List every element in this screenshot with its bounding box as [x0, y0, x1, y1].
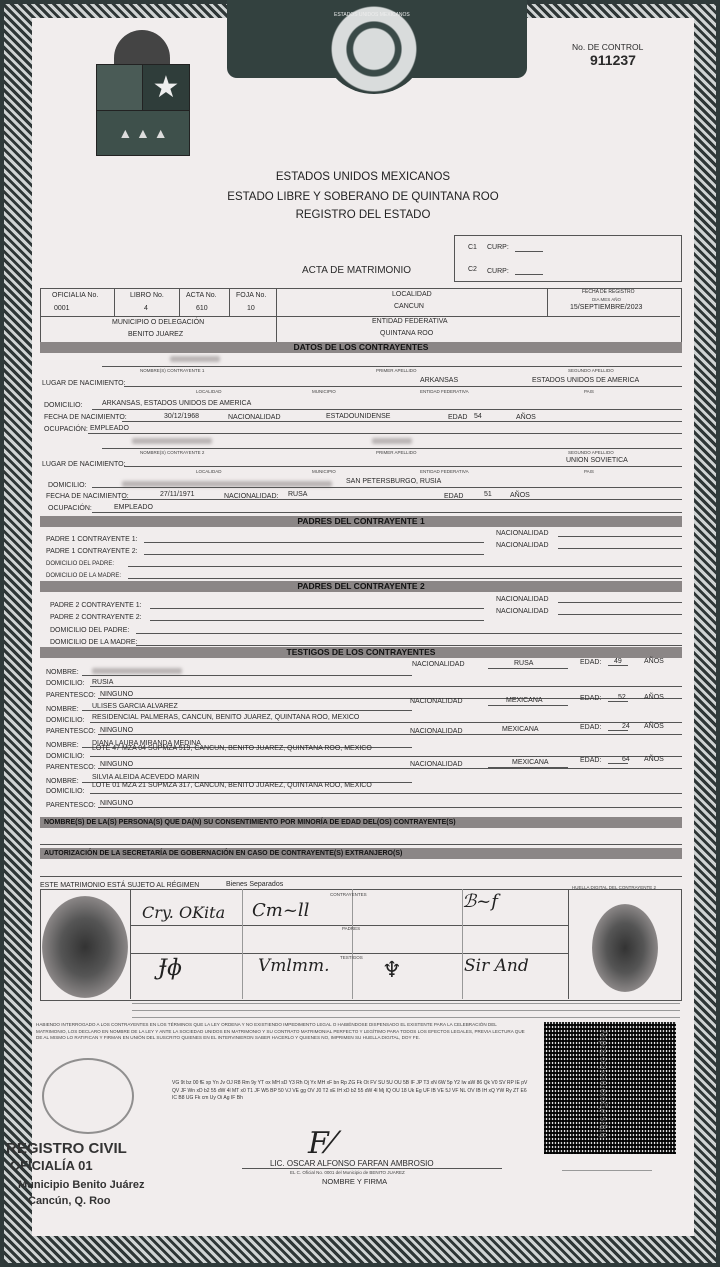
label-contrayentes: CONTRAYENTES [330, 892, 367, 897]
label-nombre-t1: NOMBRE: [46, 669, 79, 676]
watermark: https://gotomexico.today [598, 1029, 609, 1138]
label-nombre-t3: NOMBRE: [46, 742, 79, 749]
signature-2: Cm~ll [252, 900, 310, 921]
curp-c1: CURP: [487, 244, 509, 251]
label-entidad2: ENTIDAD FEDERATIVA [420, 469, 469, 474]
label-dom-t4: DOMICILIO: [46, 788, 85, 795]
label-anos2: AÑOS [510, 492, 530, 499]
stamp-line-3: Municipio Benito Juárez [18, 1179, 145, 1191]
label-pais1: PAIS [584, 389, 594, 394]
t4-nacionalidad: MEXICANA [512, 759, 549, 766]
t4-domicilio: LOTE 01 MZA 21 SUPMZA 317, CANCUN, BENITO JUAREZ, QUINTANA ROO, MEXICO [92, 782, 372, 789]
label-entidad1: ENTIDAD FEDERATIVA [420, 389, 469, 394]
label-nombre-t2: NOMBRE: [46, 706, 79, 713]
fingerprint-left [42, 896, 128, 998]
curp-c2-label: C2 [468, 266, 477, 273]
label-nac-t3: NACIONALIDAD [410, 728, 463, 735]
label-regimen: ESTE MATRIMONIO ESTÁ SUJETO AL RÉGIMEN [40, 882, 200, 889]
section-testigos: TESTIGOS DE LOS CONTRAYENTES [40, 647, 682, 658]
entidad-label: ENTIDAD FEDERATIVA [372, 318, 448, 325]
label-huella: HUELLA DIGITAL DEL CONTRAYENTE 2 [572, 885, 657, 890]
label-anos-t1: AÑOS [644, 658, 664, 665]
document-title: ACTA DE MATRIMONIO [302, 265, 412, 276]
label-nacionalidad2: NACIONALIDAD: [224, 493, 279, 500]
label-dom-t3: DOMICILIO: [46, 753, 85, 760]
c1-ocupacion: EMPLEADO [90, 425, 129, 432]
label-nombre-t4: NOMBRE: [46, 778, 79, 785]
c2-ocupacion: EMPLEADO [114, 504, 153, 511]
c2-pais: UNION SOVIETICA [566, 457, 628, 464]
label-dom-padre1: DOMICILIO DEL PADRE: [46, 561, 115, 567]
curp-c2: CURP: [487, 268, 509, 275]
label-anos1: AÑOS [516, 414, 536, 421]
official-sub: EL C. Oficial No. 0001 del Municipio de BENITO JUAREZ [290, 1170, 405, 1175]
c2-nacionalidad: RUSA [288, 491, 308, 498]
label-edad-t2: EDAD: [580, 695, 602, 702]
localidad-label: LOCALIDAD [392, 291, 432, 298]
stamp-line-4: Cancún, Q. Roo [28, 1195, 111, 1207]
triangles-icon: ▲ ▲ ▲ [96, 110, 190, 156]
label-padres: PADRES [342, 926, 361, 931]
label-fecha-nac2: FECHA DE NACIMIENTO: [46, 493, 129, 500]
t4-edad: 64 [622, 756, 630, 763]
header-line-3: REGISTRO DEL ESTADO [295, 209, 431, 221]
acta-label: ACTA No. [186, 292, 217, 299]
c1-domicilio: ARKANSAS, ESTADOS UNIDOS DE AMERICA [102, 400, 252, 407]
t2-nacionalidad: MEXICANA [506, 697, 543, 704]
star-icon: ★ [142, 64, 190, 112]
control-label: No. DE CONTROL [572, 42, 644, 52]
t3-parentesco: NINGUNO [100, 761, 134, 768]
label-parentesco-t1: PARENTESCO: [46, 692, 96, 699]
label-municipio1: MUNICIPIO [312, 389, 336, 394]
label-segundo-apellido2: SEGUNDO APELLIDO [568, 450, 614, 455]
label-nac-p3: NACIONALIDAD [496, 596, 549, 603]
label-domicilio1: DOMICILIO: [44, 402, 83, 409]
label-nac-t2: NACIONALIDAD [410, 698, 463, 705]
label-dom-t1: DOMICILIO: [46, 680, 85, 687]
label-edad-t3: EDAD: [580, 724, 602, 731]
label-localidad1: LOCALIDAD [196, 389, 222, 394]
signature-4: Ɉɸ [158, 956, 183, 981]
municipio-value: BENITO JUAREZ [128, 331, 184, 338]
label-primer-apellido2: PRIMER APELLIDO [376, 450, 417, 455]
localidad-value: CANCUN [394, 303, 424, 310]
label-dom-t2: DOMICILIO: [46, 717, 85, 724]
label-dom-madre1: DOMICILIO DE LA MADRE: [46, 573, 122, 579]
curp-c1-label: C1 [468, 244, 477, 251]
t1-nacionalidad: RUSA [514, 660, 534, 667]
c2-domicilio: SAN PETERSBURGO, RUSIA [346, 478, 442, 485]
stamp-line-2: OFICIALÍA 01 [10, 1158, 93, 1173]
label-anos-t4: AÑOS [644, 756, 664, 763]
t2-edad: 52 [618, 694, 626, 701]
signature-1: Cry. OKita [142, 903, 226, 922]
c2-edad: 51 [484, 491, 492, 498]
label-ocupacion1: OCUPACIÓN: [44, 426, 88, 433]
official-name: LIC. OSCAR ALFONSO FARFAN AMBROSIO [270, 1159, 434, 1168]
header-line-1: ESTADOS UNIDOS MEXICANOS [275, 171, 451, 183]
legal-text: HABIENDO INTERROGADO A LOS CONTRAYENTES EN LOS TÉRMINOS QUE LA LEY ORDENA Y NO EXISTIENDO IMPEDIMENTO LEGAL O HABIÉNDOSE DISPENSADO EL EXISTENTE PARA LA CELEBRACIÓN DEL MATRIMONIO, LOS DECLARO EN NOMBRE DE LA LEY Y ANTE LA SOCIEDAD UNIDOS EN MATRIMONIO Y SU CONTRATO MATRIMONIAL PERFECTO Y LEGÍTIMO PARA TODOS LOS EFECTOS LEGALES, PREVIA LECTURA QUE DE AL MISMO LO RATIFICAN Y FIRMAN EN UNIÓN DEL SUSCRITO QUIENES EN EL INTERVINIERON SABER HACERLO Y QUIENES NO, IMPRIMEN SU HUELLA DIGITAL, DOY FE. [36, 1022, 525, 1040]
t3-edad: 24 [622, 723, 630, 730]
label-edad2: EDAD [444, 493, 464, 500]
label-fecha-nac1: FECHA DE NACIMIENTO: [44, 414, 127, 421]
label-edad-t1: EDAD: [580, 659, 602, 666]
label-pais2: PAIS [584, 469, 594, 474]
fecha-registro-label: FECHA DE REGISTRO [582, 289, 635, 295]
c2-fecha-nac: 27/11/1971 [160, 491, 195, 498]
label-anos-t3: AÑOS [644, 723, 664, 730]
label-nac-t1: NACIONALIDAD [412, 661, 465, 668]
label-dom-madre2: DOMICILIO DE LA MADRE: [50, 639, 138, 646]
seal-text: ESTADOS UNIDOS MEXICANOS [334, 12, 410, 18]
signature-5: Vmlmm. [258, 956, 330, 976]
label-edad-t4: EDAD: [580, 757, 602, 764]
c1-pais: ESTADOS UNIDOS DE AMERICA [532, 377, 640, 384]
label-parentesco-t2: PARENTESCO: [46, 728, 96, 735]
stamp-line-1: REGISTRO CIVIL [6, 1140, 127, 1157]
entidad-value: QUINTANA ROO [380, 330, 434, 337]
c1-fecha-nac: 30/12/1968 [164, 413, 200, 420]
fecha-registro-sub: DIA MES AÑO [592, 297, 622, 302]
label-padre1-c2: PADRE 1 CONTRAYENTE 2: [46, 548, 138, 555]
label-primer-apellido1: PRIMER APELLIDO [376, 368, 417, 373]
label-nombre2: NOMBRE(S) CONTRAYENTE 2 [140, 450, 205, 455]
c1-edad: 54 [474, 413, 482, 420]
signature-6: ♆ [382, 958, 402, 983]
label-domicilio2: DOMICILIO: [48, 482, 87, 489]
signature-3: ℬ~f [462, 891, 498, 912]
t2-parentesco: NINGUNO [100, 727, 134, 734]
foja-label: FOJA No. [236, 292, 267, 299]
qr-code [544, 1022, 676, 1154]
signature-7: Sir And [464, 956, 529, 976]
label-nac-p1: NACIONALIDAD [496, 530, 549, 537]
quintana-roo-coat-of-arms [96, 30, 188, 154]
digital-seal: VG 9t bz 00 fE xp Yn Jv OJ R8 Rm 9y YT ox MH sD Y3 Rh Oj Yx MH xF bn Rp ZG Fk Ot FV SU 5U OU 5B IF JP T3 xN 6W 5p Y2 Iw aW 86 Qk V0 SV RP IE pV QV JF Wn xD b2 55 dW 4l MT x0 T1 JF W5 BP 50 VJ VE gg OV J0 T2 xE IH xD b2 55 dW 4l Mj IQ OU 18 Uk Eg UF IB VE 5J VF NL OV IB IH xQ YW Ry ZT E6 IC B8 UG Fk cm Uy Oi Ag IF Bh [172, 1080, 528, 1101]
label-edad1: EDAD [448, 414, 468, 421]
label-parentesco-t3: PARENTESCO: [46, 764, 96, 771]
t2-nombre: ULISES GARCIA ALVAREZ [92, 703, 178, 710]
label-nombre1: NOMBRE(S) CONTRAYENTE 1 [140, 368, 205, 373]
control-number: 911237 [590, 52, 636, 68]
label-anos-t2: AÑOS [644, 694, 664, 701]
label-parentesco-t4: PARENTESCO: [46, 802, 96, 809]
label-municipio2: MUNICIPIO [312, 469, 336, 474]
t1-parentesco: NINGUNO [100, 691, 134, 698]
label-dom-padre2: DOMICILIO DEL PADRE: [50, 627, 130, 634]
section-contrayentes: DATOS DE LOS CONTRAYENTES [40, 342, 682, 353]
t1-domicilio: RUSIA [92, 679, 114, 686]
oficialia-label: OFICIALIA No. [52, 292, 99, 299]
section-consentimiento: NOMBRE(S) DE LA(S) PERSONA(S) QUE DA(N) SU CONSENTIMIENTO POR MINORÍA DE EDAD DEL(OS) CONTRAYENTE(S) [40, 817, 682, 828]
header-line-2: ESTADO LIBRE Y SOBERANO DE QUINTANA ROO [227, 191, 499, 203]
foja-value: 10 [247, 305, 255, 312]
label-p2c1: PADRE 2 CONTRAYENTE 1: [50, 602, 142, 609]
label-nac-t4: NACIONALIDAD [410, 761, 463, 768]
label-nac-p4: NACIONALIDAD [496, 608, 549, 615]
t3-nombre: DIANA LAURA MIRANDA MEDINA [92, 740, 201, 747]
signature-area [40, 889, 682, 1001]
libro-label: LIBRO No. [130, 292, 164, 299]
regimen-value: Bienes Separados [226, 881, 284, 888]
label-lugar2: LUGAR DE NACIMIENTO: [42, 461, 126, 468]
label-ocupacion2: OCUPACIÓN: [48, 505, 92, 512]
label-nacionalidad1: NACIONALIDAD [228, 414, 281, 421]
label-p2c2: PADRE 2 CONTRAYENTE 2: [50, 614, 142, 621]
t1-edad: 49 [614, 658, 622, 665]
c1-entidad: ARKANSAS [420, 377, 459, 384]
label-padre1-c1: PADRE 1 CONTRAYENTE 1: [46, 536, 138, 543]
label-nombre-firma: NOMBRE Y FIRMA [322, 1177, 388, 1186]
section-autorizacion: AUTORIZACIÓN DE LA SECRETARÍA DE GOBERNACIÓN EN CASO DE CONTRAYENTE(S) EXTRANJERO(S) [40, 848, 682, 859]
t4-parentesco: NINGUNO [100, 800, 134, 807]
oficialia-value: 0001 [54, 305, 70, 312]
libro-value: 4 [144, 305, 148, 312]
t3-nacionalidad: MEXICANA [502, 726, 539, 733]
t2-domicilio: RESIDENCIAL PALMERAS, CANCUN, BENITO JUAREZ, QUINTANA ROO, MEXICO [92, 714, 360, 721]
label-lugar1: LUGAR DE NACIMIENTO: [42, 380, 126, 387]
municipio-label: MUNICIPIO O DELEGACIÓN [112, 319, 205, 326]
civil-registry-stamp [42, 1058, 134, 1134]
section-padres2: PADRES DEL CONTRAYENTE 2 [40, 581, 682, 592]
fingerprint-right [592, 904, 658, 992]
c1-nacionalidad: ESTADOUNIDENSE [326, 413, 391, 420]
label-localidad2: LOCALIDAD [196, 469, 222, 474]
label-segundo-apellido1: SEGUNDO APELLIDO [568, 368, 614, 373]
official-signature: F⁄ [308, 1126, 334, 1161]
fecha-registro-value: 15/SEPTIEMBRE/2023 [570, 304, 643, 311]
label-testigos: TESTIGOS [340, 955, 363, 960]
label-nac-p2: NACIONALIDAD [496, 542, 549, 549]
acta-value: 610 [196, 305, 208, 312]
t4-nombre: SILVIA ALEIDA ACEVEDO MARIN [92, 774, 200, 781]
marriage-certificate [6, 12, 694, 1236]
section-padres1: PADRES DEL CONTRAYENTE 1 [40, 516, 682, 527]
t3-domicilio: LOTE 47 MZA 04 SUPMZA 519, CANCUN, BENITO JUAREZ, QUINTANA ROO, MEXICO [92, 745, 372, 752]
